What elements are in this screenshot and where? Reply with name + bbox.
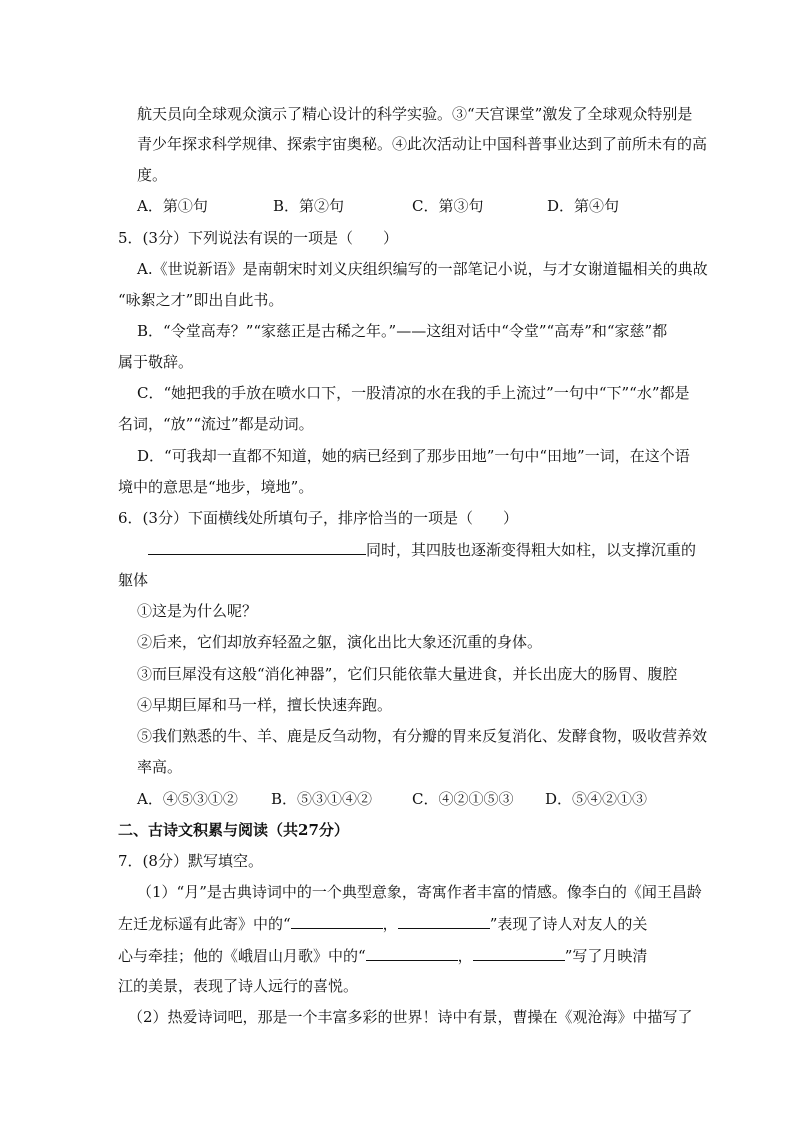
q5-option-b-1: B．“令堂高寿？”“家慈正是古稀之年。”——这组对话中“令堂”“高寿”和“家慈”都 <box>137 322 668 340</box>
q6-sentence-3: ③而巨犀没有这般“消化神器”，它们只能依靠大量进食，并长出庞大的肠胃、腹腔 <box>137 665 678 683</box>
q6-continuation: 躯体 <box>118 571 149 589</box>
q7-part1-line-d: 江的美景，表现了诗人远行的喜悦。 <box>118 977 359 995</box>
q6-blank-line <box>148 539 696 560</box>
q7-answer-blank-3[interactable] <box>366 945 458 961</box>
q6-stem: 6．(3分）下面横线处所填句子，排序恰当的一项是（ ） <box>118 509 518 527</box>
q5-option-c-1: C．“她把我的手放在喷水口下，一股清凉的水在我的手上流过”一句中“下”“水”都是 <box>137 384 690 402</box>
q5-option-d-1: D．“可我却一直都不知道，她的病已经到了那步田地”一句中“田地”一词，在这个语 <box>137 447 690 465</box>
q7-part1-c-pre: 心与牵挂；他的《峨眉山月歌》中的“ <box>118 947 366 965</box>
intro-option-c: C．第③句 <box>412 197 484 215</box>
q7-stem: 7．(8分）默写填空。 <box>118 852 263 870</box>
q7-part1-c-post: ”写了月映清 <box>564 947 648 965</box>
q6-sentence-1: ①这是为什么呢？ <box>137 602 258 620</box>
q7-part1-c-mid: ， <box>457 947 473 965</box>
q5-option-c-2: 名词，“放”“流过”都是动词。 <box>118 415 314 433</box>
q7-part1-b-mid: ， <box>382 915 398 933</box>
q6-option-a: A．④⑤③①② <box>137 790 238 808</box>
q6-blank-after: 同时，其四肢也逐渐变得粗大如柱，以支撑沉重的 <box>366 541 697 559</box>
q5-stem: 5．(3分）下列说法有误的一项是（ ） <box>118 229 398 247</box>
q7-part1-line-c <box>118 945 647 966</box>
q6-option-c: C．④②①⑤③ <box>412 790 514 808</box>
q7-part1-b-post: ”表现了诗人对友人的关 <box>489 915 648 933</box>
q6-sentence-2: ②后来，它们却放弃轻盈之躯，演化出比大象还沉重的身体。 <box>137 633 543 651</box>
q5-option-a-2: “咏絮之才”即出自此书。 <box>118 291 284 309</box>
intro-option-d: D．第④句 <box>547 197 620 215</box>
q6-option-b: B．⑤③①④② <box>271 790 373 808</box>
q6-answer-blank[interactable] <box>148 539 366 555</box>
section-2-title: 二、古诗文积累与阅读（共27分） <box>118 821 349 839</box>
q5-option-a-1: A.《世说新语》是南朝宋时刘义庆组织编写的一部笔记小说，与才女谢道韫相关的典故 <box>137 260 708 278</box>
intro-option-b: B．第②句 <box>273 197 345 215</box>
q7-part1-line-a: （1）“月”是古典诗词中的一个典型意象，寄寓作者丰富的情感。像李白的《闻王昌龄 <box>137 883 702 901</box>
q7-answer-blank-2[interactable] <box>398 913 490 929</box>
q5-option-d-2: 境中的意思是“地步，境地”。 <box>118 478 314 496</box>
q7-answer-blank-4[interactable] <box>473 945 565 961</box>
q7-part1-line-b <box>118 913 647 934</box>
q7-part1-b-pre: 左迁龙标遥有此寄》中的“ <box>118 915 291 933</box>
q7-part2-line: （2）热爱诗词吧，那是一个丰富多彩的世界！诗中有景，曹操在《观沧海》中描写了 <box>128 1008 693 1026</box>
q6-sentence-5a: ⑤我们熟悉的牛、羊、鹿是反刍动物，有分瓣的胃来反复消化、发酵食物，吸收营养效 <box>137 727 708 745</box>
intro-option-a: A．第①句 <box>137 197 208 215</box>
q6-sentence-4: ④早期巨犀和马一样，擅长快速奔跑。 <box>137 696 393 714</box>
q7-answer-blank-1[interactable] <box>291 913 383 929</box>
q5-option-b-2: 属于敬辞。 <box>118 353 194 371</box>
q6-sentence-5b: 率高。 <box>137 758 183 776</box>
intro-line-3: 度。 <box>137 166 168 184</box>
intro-line-2: 青少年探求科学规律、探索宇宙奥秘。④此次活动让中国科普事业达到了前所未有的高 <box>137 135 708 153</box>
intro-line-1: 航天员向全球观众演示了精心设计的科学实验。③“天宫课堂”激发了全球观众特别是 <box>137 105 693 123</box>
q6-option-d: D．⑤④②①③ <box>545 790 648 808</box>
